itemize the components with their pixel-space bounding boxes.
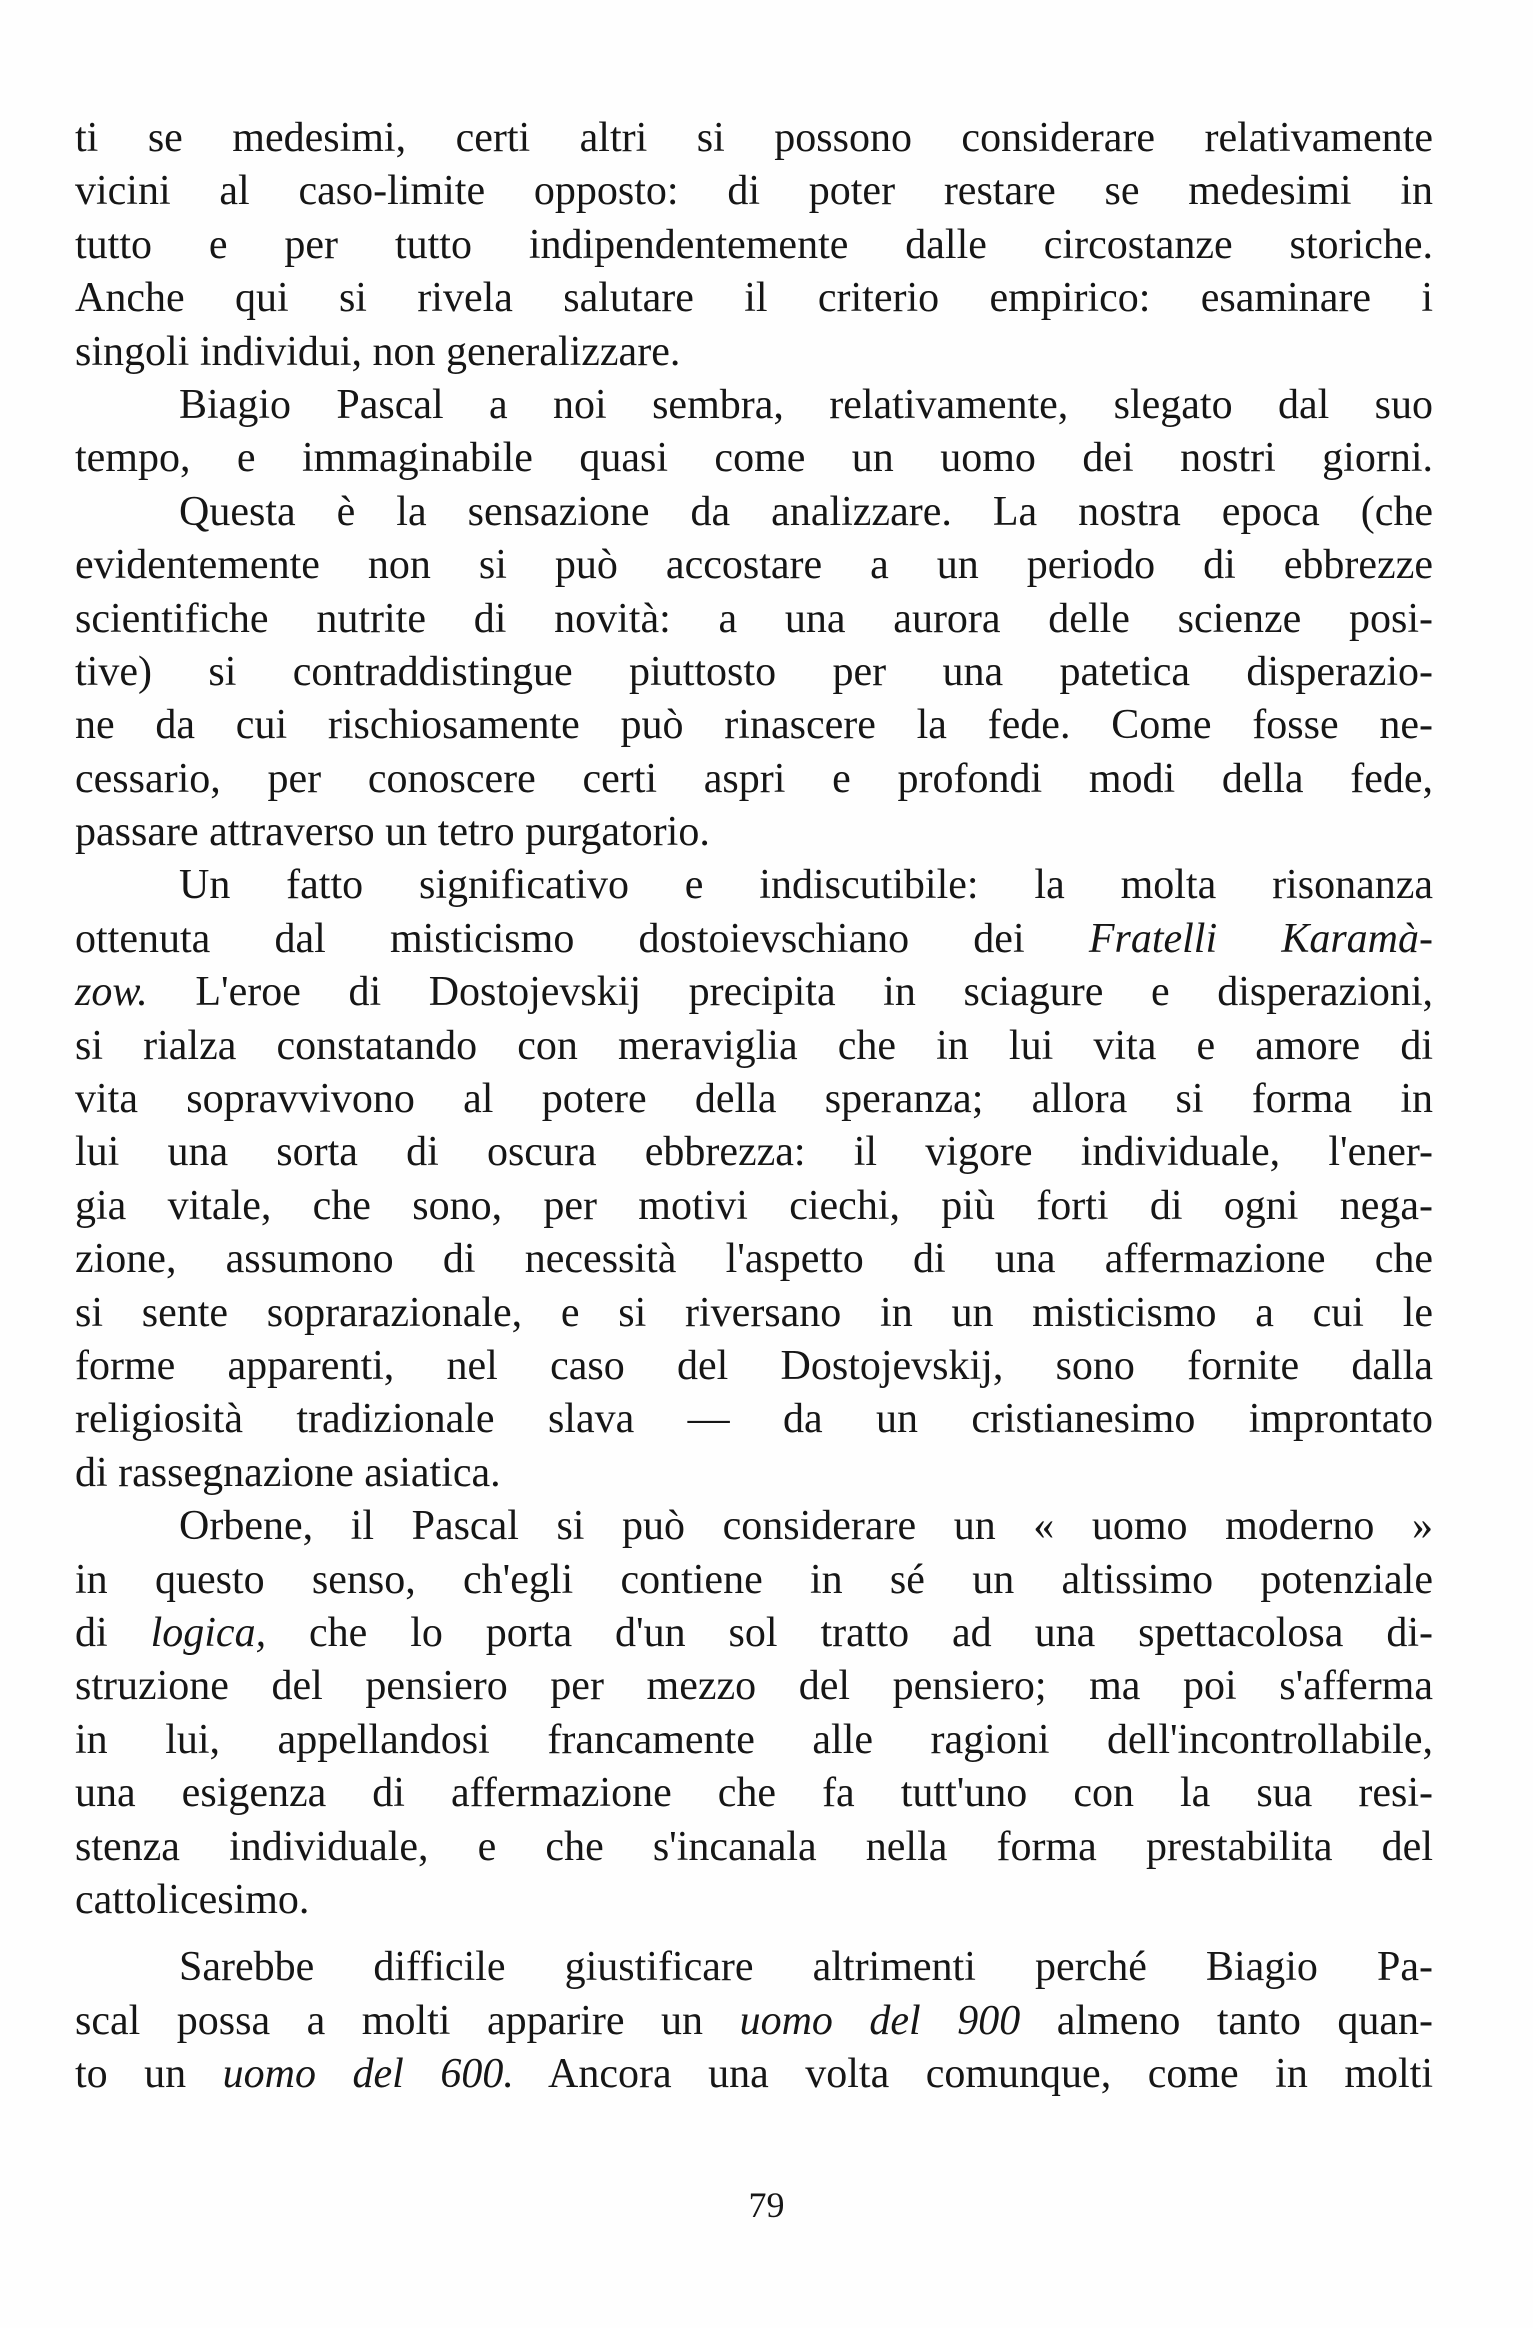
- text-line: [75, 1554, 1433, 1607]
- text-segment: Questa è la sensazione da analizzare. La nostra epoca (che: [179, 488, 1433, 535]
- text-segment: vita sopravvivono al potere della speranza; allora si forma in: [75, 1076, 1433, 1123]
- text-line: [75, 913, 1433, 966]
- text-line: [75, 1500, 1433, 1553]
- text-line: [75, 1447, 1433, 1500]
- text-segment: scientifiche nutrite di novità: a una aurora delle scienze posi-: [75, 595, 1433, 642]
- text-segment: una esigenza di affermazione che fa tutt'uno con la sua resi-: [75, 1770, 1433, 1817]
- text-segment: to un: [75, 2051, 223, 2098]
- text-segment: Sarebbe difficile giustificare altrimenti perché Biagio Pa-: [179, 1944, 1433, 1991]
- text-segment: Orbene, il Pascal si può considerare un « uomo moderno »: [179, 1503, 1433, 1550]
- text-segment: Ancora una volta comunque, come in molti: [513, 2051, 1433, 2098]
- italic-text: uomo del 600.: [222, 2051, 514, 2098]
- text-line: [75, 1020, 1433, 1073]
- text-segment: evidentemente non si può accostare a un periodo di ebbrezze: [75, 542, 1433, 589]
- text-segment: ottenuta dal misticismo dostoievschiano dei: [75, 915, 1089, 962]
- text-segment: L'eroe di Dostojevskij precipita in sciagure e disperazioni,: [147, 969, 1433, 1016]
- text-line: [75, 859, 1433, 912]
- text-line: [75, 1340, 1433, 1393]
- text-line: [75, 1393, 1433, 1446]
- text-segment: di: [75, 1609, 151, 1656]
- text-segment: che lo porta d'un sol tratto ad una spettacolosa di-: [266, 1609, 1433, 1656]
- text-line: [75, 753, 1433, 806]
- text-segment: lui una sorta di oscura ebbrezza: il vigore individuale, l'ener-: [75, 1129, 1433, 1176]
- text-line: [75, 1660, 1433, 1713]
- text-segment: cessario, per conoscere certi aspri e profondi modi della fede,: [75, 755, 1433, 802]
- text-segment: in lui, appellandosi francamente alle ragioni dell'incontrollabile,: [75, 1716, 1433, 1763]
- text-segment: passare attraverso un tetro purgatorio.: [75, 809, 710, 856]
- text-line: [75, 2048, 1433, 2101]
- text-line: [75, 379, 1433, 432]
- text-line: [75, 1941, 1433, 1994]
- text-line: [75, 326, 1433, 379]
- text-segment: ti se medesimi, certi altri si possono considerare relativamente: [75, 115, 1433, 161]
- text-segment: gia vitale, che sono, per motivi ciechi, più forti di ogni nega-: [75, 1182, 1433, 1229]
- text-line: [75, 112, 1433, 165]
- text-line: [75, 432, 1433, 485]
- text-segment: vicini al caso-limite opposto: di poter restare se medesimi in: [75, 168, 1433, 215]
- text-line: [75, 1821, 1433, 1874]
- text-line: [75, 1233, 1433, 1286]
- text-segment: singoli individui, non generalizzare.: [75, 328, 681, 375]
- text-segment: Biagio Pascal a noi sembra, relativamente, slegato dal suo: [179, 381, 1433, 428]
- text-segment: cattolicesimo.: [75, 1876, 310, 1923]
- text-line: [75, 966, 1433, 1019]
- text-line: [75, 593, 1433, 646]
- text-line: [75, 1874, 1433, 1927]
- text-segment: si sente soprarazionale, e si riversano in un misticismo a cui le: [75, 1289, 1433, 1336]
- text-segment: religiosità tradizionale slava — da un cristianesimo improntato: [75, 1396, 1433, 1443]
- text-line: [75, 806, 1433, 859]
- italic-text: zow.: [75, 969, 148, 1016]
- text-line: [75, 272, 1433, 325]
- italic-text: logica,: [150, 1609, 267, 1656]
- text-segment: Anche qui si rivela salutare il criterio empirico: esaminare i: [75, 275, 1433, 322]
- italic-text: uomo del 900: [739, 1997, 1021, 2044]
- text-segment: forme apparenti, nel caso del Dostojevskij, sono fornite dalla: [75, 1342, 1433, 1389]
- text-segment: almeno tanto quan-: [1020, 1997, 1434, 2044]
- text-line: [75, 1995, 1433, 2048]
- text-segment: scal possa a molti apparire un: [75, 1997, 740, 2044]
- text-segment: di rassegnazione asiatica.: [75, 1449, 501, 1496]
- text-line: [75, 1073, 1433, 1126]
- text-segment: tutto e per tutto indipendentemente dalle circostanze storiche.: [75, 221, 1433, 268]
- text-line: [75, 1714, 1433, 1767]
- italic-text: Fratelli Karamà-: [1088, 915, 1433, 962]
- text-segment: stenza individuale, e che s'incanala nella forma prestabilita del: [75, 1823, 1433, 1870]
- text-line: [75, 1607, 1433, 1660]
- text-line: [75, 646, 1433, 699]
- text-line: [75, 1287, 1433, 1340]
- body-text: [75, 112, 1433, 2101]
- text-segment: zione, assumono di necessità l'aspetto di una affermazione che: [75, 1236, 1433, 1283]
- text-line: [75, 1180, 1433, 1233]
- text-line: [75, 699, 1433, 752]
- text-segment: si rialza constatando con meraviglia che in lui vita e amore di: [75, 1022, 1433, 1069]
- text-line: [75, 165, 1433, 218]
- text-line: [75, 219, 1433, 272]
- text-segment: struzione del pensiero per mezzo del pensiero; ma poi s'afferma: [75, 1663, 1433, 1710]
- page-number: 79: [748, 2185, 785, 2225]
- text-segment: in questo senso, ch'egli contiene in sé un altissimo potenziale: [75, 1556, 1433, 1603]
- text-line: [75, 1126, 1433, 1179]
- text-line: [75, 486, 1433, 539]
- text-segment: Un fatto significativo e indiscutibile: la molta risonanza: [179, 862, 1433, 909]
- text-segment: tive) si contraddistingue piuttosto per una patetica disperazio-: [75, 648, 1433, 695]
- text-line: [75, 539, 1433, 592]
- text-segment: tempo, e immaginabile quasi come un uomo dei nostri giorni.: [75, 435, 1433, 482]
- text-segment: ne da cui rischiosamente può rinascere la fede. Come fosse ne-: [75, 702, 1433, 749]
- text-line: [75, 1767, 1433, 1820]
